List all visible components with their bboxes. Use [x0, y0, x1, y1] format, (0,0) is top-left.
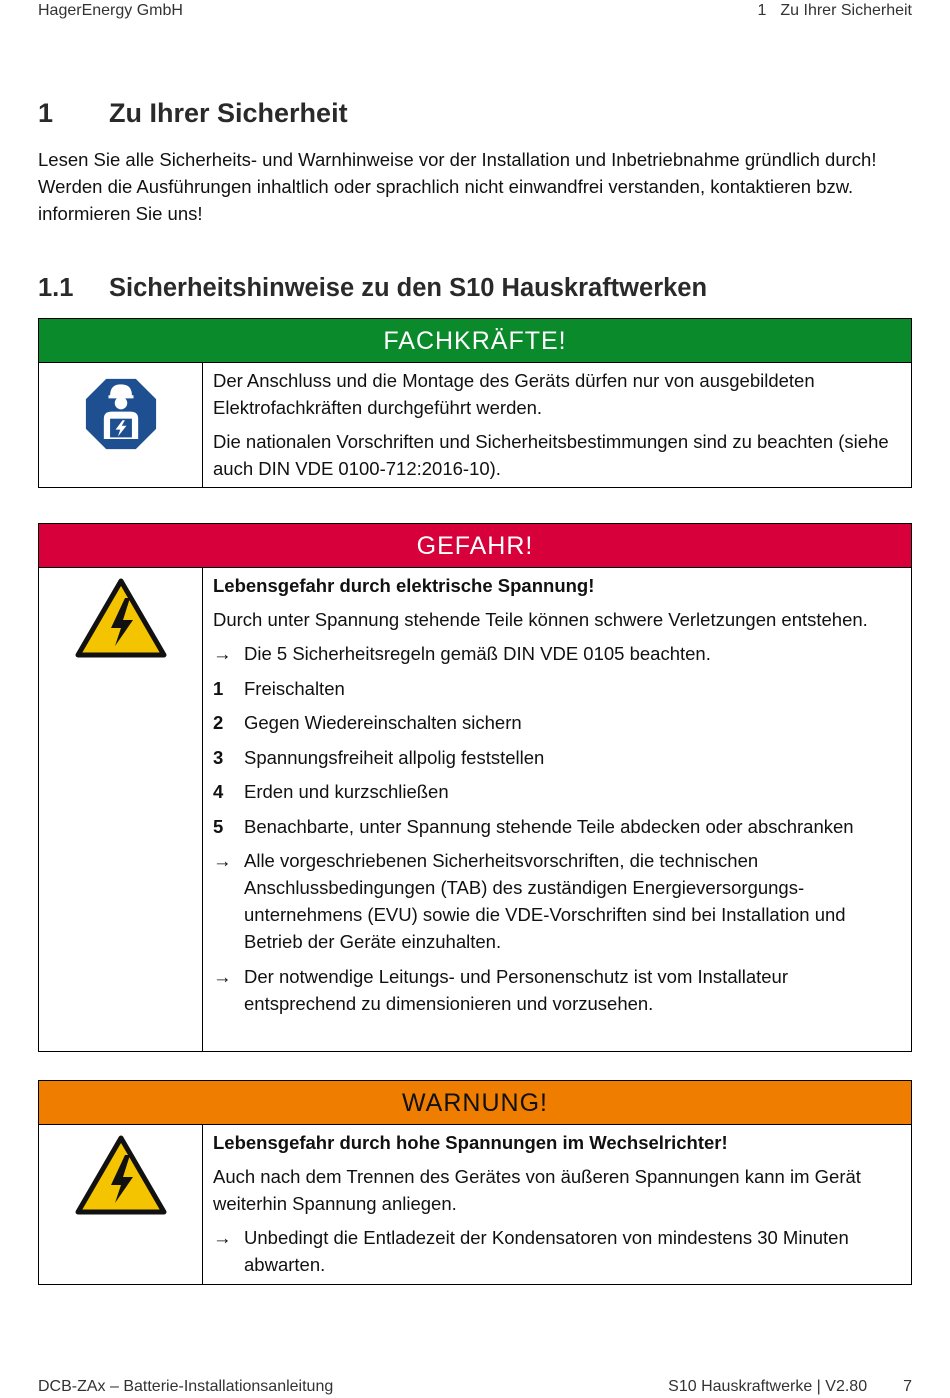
step-number: 5 — [213, 815, 224, 837]
instruction-text: Der notwendige Leitungs- und Personenschutz ist vom Installateur entsprechend zu dimensionieren und vorzusehen. — [244, 965, 788, 1014]
header-chapter — [757, 2, 912, 20]
instruction-text: Alle vorgeschriebenen Sicherheitsvorschriften, die technischen Anschlussbedingungen (TAB) des zuständigen Energieversorgungs-unternehmens (EVU) sowie die VDE-Vorschriften sind bei Installation und Betrieb der Geräte einzuhalten. — [244, 850, 846, 952]
step-number: 1 — [213, 677, 224, 699]
step-text: Freischalten — [244, 677, 345, 699]
notice-paragraph: Auch nach dem Trennen des Gerätes von äußeren Spannungen kann im Gerät weiterhin Spannung anliegen. — [213, 1166, 861, 1214]
step-number: 3 — [213, 746, 224, 768]
instruction-item — [213, 847, 903, 955]
step-item — [213, 709, 903, 736]
instruction-item — [213, 963, 903, 1017]
section-1-title: Zu Ihrer Sicherheit — [109, 98, 348, 128]
notice-danger — [38, 523, 912, 1052]
intro-paragraph: Werden die Ausführungen inhaltlich oder sprachlich nicht einwandfrei verstanden, kontaktieren bzw. informieren Sie uns! — [38, 176, 854, 224]
notice-label: WARNUNG! — [39, 1081, 911, 1125]
notice-text — [203, 1125, 911, 1284]
notice-paragraph: Die nationalen Vorschriften und Sicherheitsbestimmungen sind zu beachten (siehe auch DIN VDE 0100-712:2016-10). — [213, 431, 889, 479]
notice-qualified-personnel — [38, 318, 912, 488]
step-item — [213, 778, 903, 805]
step-number: 2 — [213, 712, 224, 733]
step-text: Gegen Wiedereinschalten sichern — [244, 712, 522, 733]
footer-document-title: DCB-ZAx – Batterie-Installationsanleitung — [38, 1378, 334, 1395]
header-chapter-title: Zu Ihrer Sicherheit — [780, 2, 912, 19]
notice-warning — [38, 1080, 912, 1285]
high-voltage-warning-icon — [75, 1135, 167, 1215]
footer-product: S10 Hauskraftwerke | V2.80 — [668, 1378, 868, 1395]
section-1-heading — [38, 98, 348, 129]
intro-paragraph: Lesen Sie alle Sicherheits- und Warnhinweise vor der Installation und Inbetriebnahme gründlich durch! — [38, 149, 877, 170]
section-1-number: 1 — [38, 98, 54, 128]
page-header — [38, 2, 912, 22]
instruction-text: Die 5 Sicherheitsregeln gemäß DIN VDE 0105 beachten. — [244, 643, 711, 664]
header-company: HagerEnergy GmbH — [38, 2, 183, 19]
notice-paragraph: Durch unter Spannung stehende Teile können schwere Verletzungen entstehen. — [213, 609, 868, 630]
notice-icon-cell — [39, 568, 203, 1051]
section-1-1-heading — [38, 274, 707, 303]
notice-label: FACHKRÄFTE! — [39, 319, 911, 363]
intro-text — [38, 146, 908, 227]
notice-label: GEFAHR! — [39, 524, 911, 568]
section-1-1-number: 1.1 — [38, 274, 74, 302]
high-voltage-warning-icon — [75, 578, 167, 658]
notice-heading: Lebensgefahr durch hohe Spannungen im Wechselrichter! — [213, 1132, 728, 1153]
notice-heading: Lebensgefahr durch elektrische Spannung! — [213, 575, 595, 596]
notice-icon-cell — [39, 363, 203, 487]
arrow-right-icon: → — [213, 850, 232, 871]
step-item — [213, 675, 903, 702]
qualified-electrician-icon — [82, 375, 160, 453]
instruction-item — [213, 640, 903, 667]
instruction-item — [213, 1224, 903, 1278]
arrow-right-icon: → — [213, 1227, 232, 1248]
notice-icon-cell — [39, 1125, 203, 1284]
step-item — [213, 813, 903, 840]
header-chapter-number: 1 — [757, 2, 767, 19]
footer-right — [668, 1378, 912, 1396]
page-number: 7 — [903, 1378, 912, 1395]
step-text: Benachbarte, unter Spannung stehende Teile abdecken oder abschranken — [244, 815, 854, 837]
notice-paragraph: Der Anschluss und die Montage des Geräts dürfen nur von ausgebildeten Elektrofachkräften durchgeführt werden. — [213, 370, 815, 418]
notice-text — [203, 568, 911, 1051]
section-1-1-title: Sicherheitshinweise zu den S10 Hauskraftwerken — [109, 274, 708, 302]
instruction-text: Unbedingt die Entladezeit der Kondensatoren von mindestens 30 Minuten abwarten. — [244, 1227, 849, 1275]
step-item — [213, 744, 903, 771]
arrow-right-icon: → — [213, 643, 232, 664]
step-number: 4 — [213, 781, 224, 802]
step-text: Spannungsfreiheit allpolig feststellen — [244, 746, 545, 768]
notice-text — [203, 363, 911, 487]
step-text: Erden und kurzschließen — [244, 781, 449, 802]
arrow-right-icon: → — [213, 965, 232, 987]
